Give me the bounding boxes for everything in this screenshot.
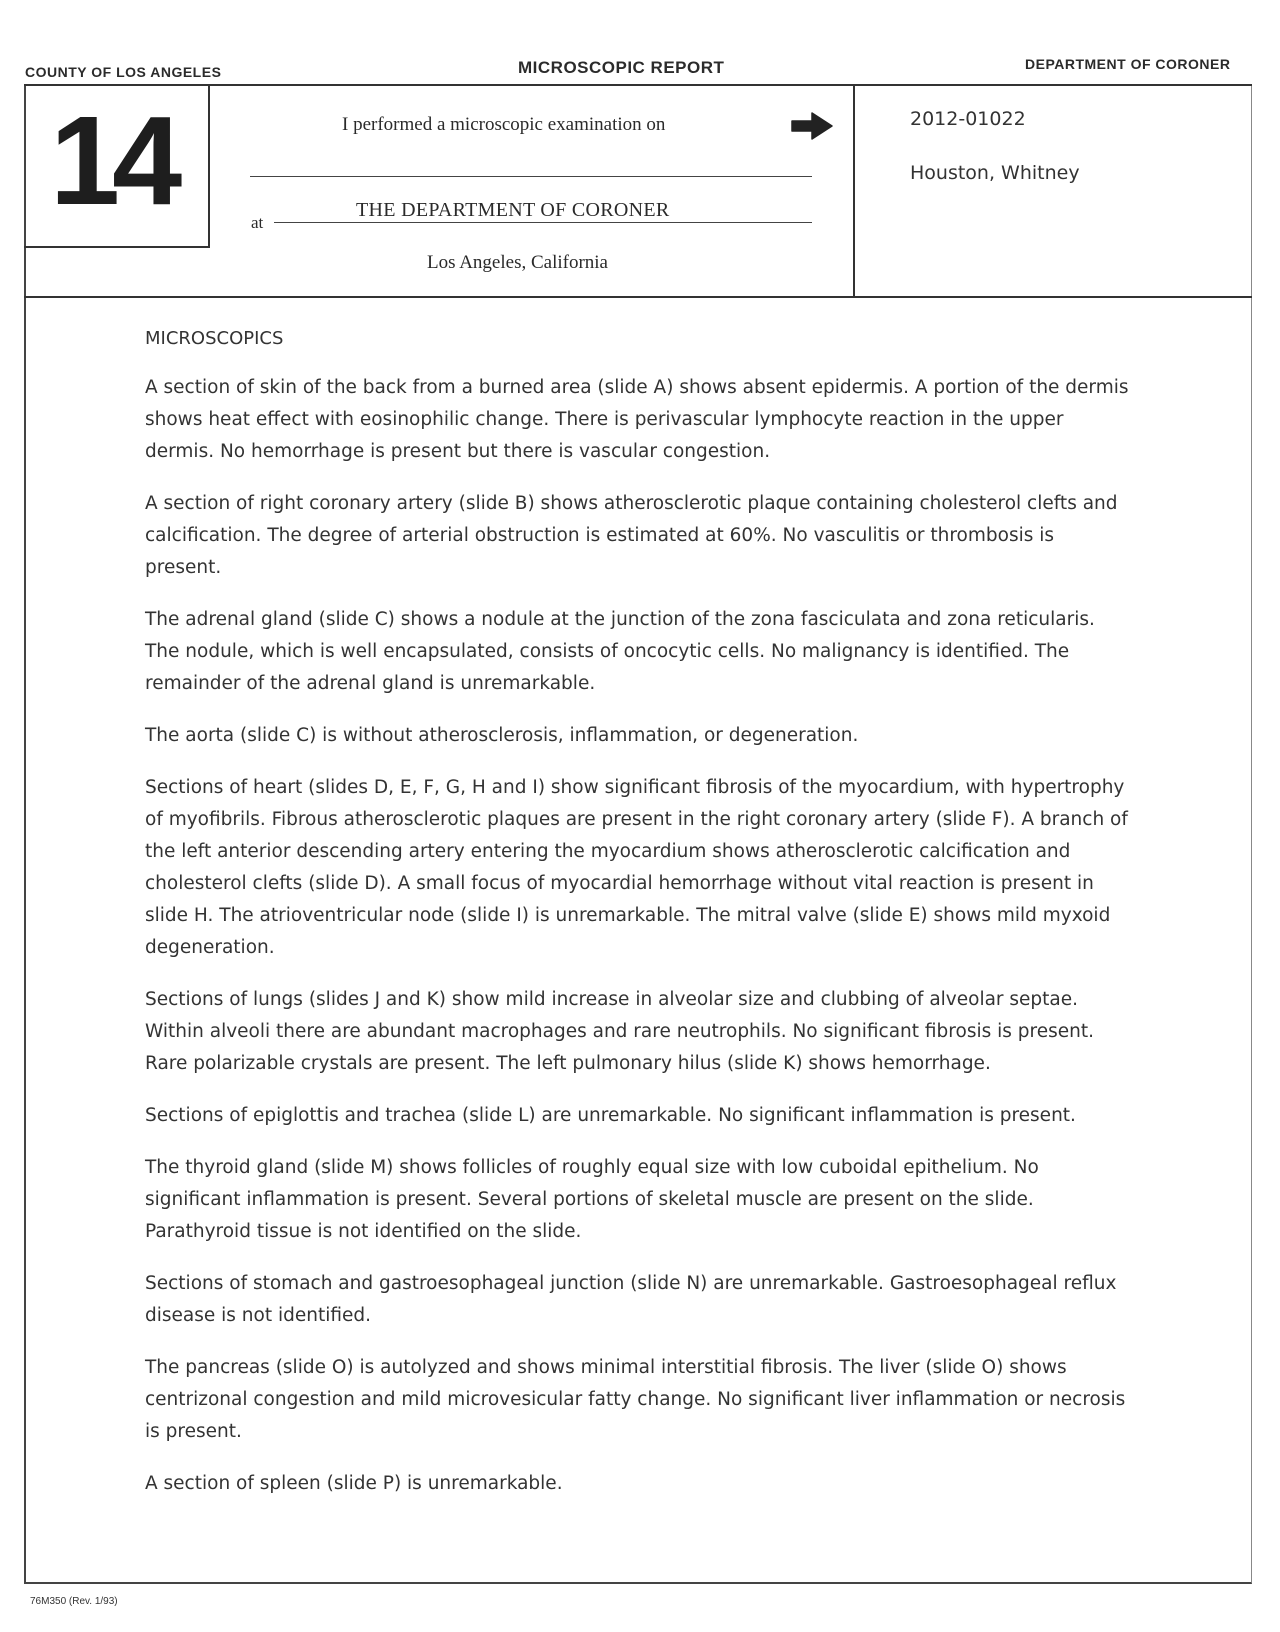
exam-intro-text: I performed a microscopic examination on	[342, 114, 666, 135]
finding-stomach: Sections of stomach and gastroesophageal junction (slide N) are unremarkable. Gastroesophageal reflux disease is not identified.	[145, 1273, 1117, 1326]
finding-aorta: The aorta (slide C) is without atherosclerosis, inflammation, or degeneration.	[145, 725, 859, 746]
findings-body	[145, 372, 1135, 1520]
finding-skin: A section of skin of the back from a burned area (slide A) shows absent epidermis. A portion of the dermis shows heat effect with eosinophilic change. There is perivascular lymphocyte reaction in the upper dermis. No hemorrhage is present but there is vascular congestion.	[145, 377, 1129, 462]
report-title: MICROSCOPIC REPORT	[518, 58, 725, 77]
examination-date-line	[250, 176, 812, 177]
county-header: COUNTY OF LOS ANGELES	[25, 64, 222, 80]
page-number: 14	[50, 90, 175, 231]
finding-thyroid: The thyroid gland (slide M) shows follicles of roughly equal size with low cuboidal epithelium. No significant inflammation is present. Several portions of skeletal muscle are present on the slide. Parathyroid tissue is not identified on the slide.	[145, 1157, 1039, 1242]
case-number: 2012-01022	[910, 108, 1026, 130]
at-label: at	[251, 213, 264, 232]
location-underline	[274, 222, 812, 223]
finding-epiglottis-trachea: Sections of epiglottis and trachea (slide L) are unremarkable. No significant inflammation is present.	[145, 1105, 1076, 1126]
form-number: 76M350 (Rev. 1/93)	[30, 1596, 118, 1607]
location-city: Los Angeles, California	[427, 252, 608, 273]
finding-heart: Sections of heart (slides D, E, F, G, H and I) show significant fibrosis of the myocardium, with hypertrophy of myofibrils. Fibrous atherosclerotic plaques are present in the right coronary artery (slide F). A branch of the left anterior descending artery entering the myocardium shows atherosclerotic calcification and cholesterol clefts (slide D). A small focus of myocardial hemorrhage without vital reaction is present in slide H. The atrioventricular node (slide I) is unremarkable. The mitral valve (slide E) shows mild myxoid degeneration.	[145, 777, 1128, 958]
department-header: DEPARTMENT OF CORONER	[1025, 56, 1231, 72]
finding-lungs: Sections of lungs (slides J and K) show mild increase in alveolar size and clubbing of alveolar septae. Within alveoli there are abundant macrophages and rare neutrophils. No significant fibrosis is present. Rare polarizable crystals are present. The left pulmonary hilus (slide K) shows hemorrhage.	[145, 989, 1094, 1074]
arrow-right-icon	[790, 110, 834, 142]
location-name: THE DEPARTMENT OF CORONER	[356, 199, 670, 221]
finding-spleen: A section of spleen (slide P) is unremarkable.	[145, 1473, 563, 1494]
finding-coronary-artery: A section of right coronary artery (slide B) shows atherosclerotic plaque containing cholesterol clefts and calcification. The degree of arterial obstruction is estimated at 60%. No vasculitis or thrombosis is present.	[145, 493, 1118, 578]
decedent-name: Houston, Whitney	[910, 162, 1080, 184]
finding-adrenal-gland: The adrenal gland (slide C) shows a nodule at the junction of the zona fasciculata and zona reticularis. The nodule, which is well encapsulated, consists of oncocytic cells. No malignancy is identified. The remainder of the adrenal gland is unremarkable.	[145, 609, 1095, 694]
header-divider	[853, 84, 855, 298]
section-heading: MICROSCOPICS	[145, 328, 284, 349]
finding-pancreas-liver: The pancreas (slide O) is autolyzed and shows minimal interstitial fibrosis. The liver (slide O) shows centrizonal congestion and mild microvesicular fatty change. No significant liver inflammation or necrosis is present.	[145, 1357, 1126, 1442]
